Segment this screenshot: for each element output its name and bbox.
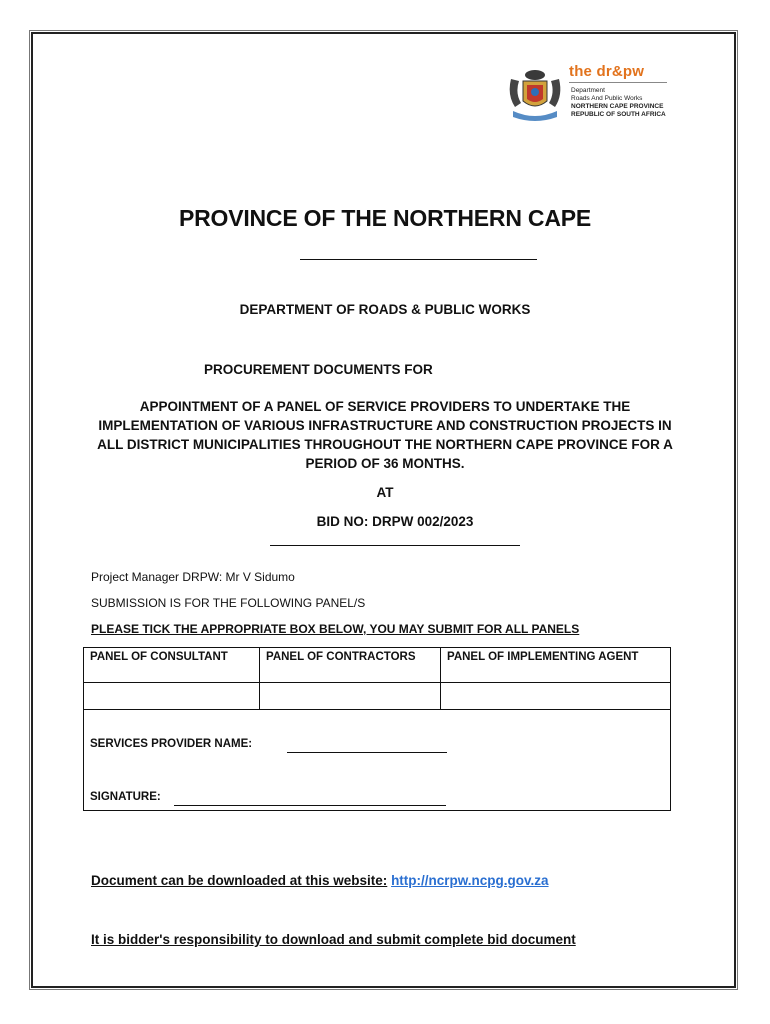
logo-divider	[569, 82, 667, 83]
download-text: Document can be downloaded at this website:	[91, 873, 388, 888]
submission-text: SUBMISSION IS FOR THE FOLLOWING PANEL/S	[91, 596, 366, 610]
title-underline	[300, 259, 537, 260]
panel-contractors-tick-box[interactable]	[260, 683, 441, 710]
logo-line: REPUBLIC OF SOUTH AFRICA	[571, 111, 666, 118]
logo-line: Department	[571, 87, 605, 94]
service-provider-label: SERVICES PROVIDER NAME:	[90, 738, 253, 750]
appointment-description: APPOINTMENT OF A PANEL OF SERVICE PROVIDERS TO UNDERTAKE THE IMPLEMENTATION OF VARIOUS INFRASTRUCTURE AND CONSTRUCTION PROJECTS IN ALL DISTRICT MUNICIPALITIES THROUGHOUT THE NORTHERN CAPE PROVINCE FOR A PERIOD OF 36 MONTHS.	[97, 399, 673, 471]
panel-consultant-tick-box[interactable]	[84, 683, 260, 710]
provider-details-cell	[84, 710, 671, 811]
department-heading: DEPARTMENT OF ROADS & PUBLIC WORKS	[239, 302, 531, 317]
coat-of-arms-icon	[505, 67, 565, 125]
signature-field[interactable]	[174, 805, 446, 806]
download-link[interactable]: http://ncrpw.ncpg.gov.za	[391, 873, 549, 888]
at-label: AT	[376, 485, 394, 500]
service-provider-name-field[interactable]	[287, 752, 447, 753]
brand-name: the dr&pw	[569, 63, 645, 80]
department-logo	[505, 63, 675, 125]
page-title: PROVINCE OF THE NORTHERN CAPE	[178, 205, 592, 231]
download-notice	[91, 873, 549, 888]
table-header-row	[84, 648, 671, 683]
responsibility-notice: It is bidder's responsibility to download and submit complete bid document	[91, 932, 576, 947]
provider-details-row	[84, 710, 671, 811]
panel-contractors-header: PANEL OF CONTRACTORS	[260, 648, 441, 683]
panel-implementing-agent-header: PANEL OF IMPLEMENTING AGENT	[441, 648, 671, 683]
procurement-heading: PROCUREMENT DOCUMENTS FOR	[204, 362, 433, 377]
panel-consultant-header: PANEL OF CONSULTANT	[84, 648, 260, 683]
page-border	[31, 32, 736, 988]
bid-number: BID NO: DRPW 002/2023	[316, 514, 474, 529]
signature-label: SIGNATURE:	[90, 791, 161, 803]
panel-selection-table	[83, 647, 671, 811]
logo-line: NORTHERN CAPE PROVINCE	[571, 103, 664, 110]
logo-caption	[571, 87, 666, 119]
tick-instruction: PLEASE TICK THE APPROPRIATE BOX BELOW, YOU MAY SUBMIT FOR ALL PANELS	[91, 622, 580, 636]
tick-box-row	[84, 683, 671, 710]
bid-underline	[270, 545, 520, 546]
project-manager: Project Manager DRPW: Mr V Sidumo	[91, 570, 295, 584]
panel-implementing-agent-tick-box[interactable]	[441, 683, 671, 710]
logo-line: Roads And Public Works	[571, 95, 643, 102]
